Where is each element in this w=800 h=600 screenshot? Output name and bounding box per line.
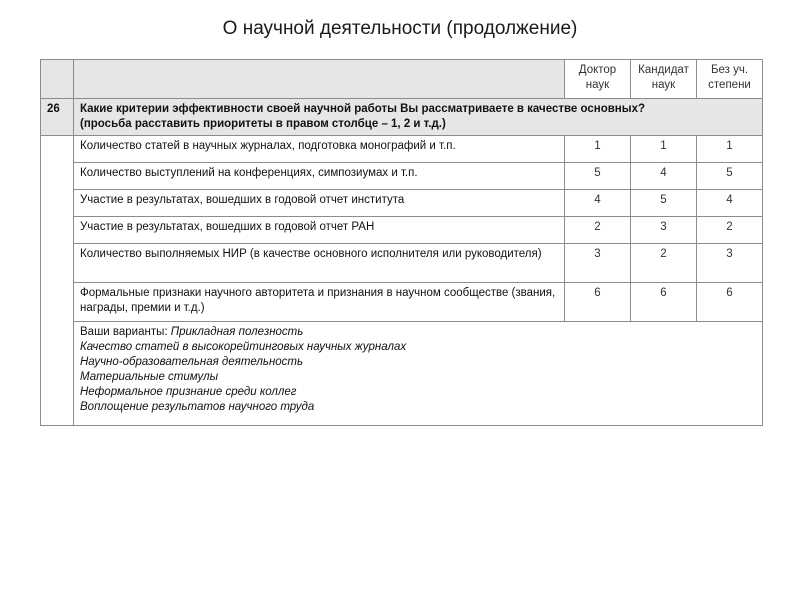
survey-table [40, 59, 763, 426]
header-blank-label [74, 60, 565, 99]
value-doctor: 3 [565, 244, 631, 283]
question-row [41, 99, 763, 136]
column-header-candidate [631, 60, 697, 99]
row-label: Количество выполняемых НИР (в качестве основного исполнителя или руководителя) [74, 244, 565, 283]
row-label: Формальные признаки научного авторитета и признания в научном сообществе (звания, награды, премии и т.д.) [74, 283, 565, 322]
column-header-line: Без уч. [710, 64, 749, 76]
question-text: Какие критерии эффективности своей научной работы Вы рассматриваете в качестве основных? [80, 103, 645, 115]
value-no-degree: 6 [697, 283, 763, 322]
page-title: О научной деятельности (продолжение) [222, 18, 578, 39]
table-row [41, 283, 763, 322]
variant-item: Неформальное признание среди коллег [80, 386, 297, 398]
variant-item: Материальные стимулы [80, 371, 219, 383]
column-header-line: наук [585, 79, 610, 91]
table-row [41, 190, 763, 217]
column-header-line: степени [708, 79, 751, 91]
variant-item: Качество статей в высокорейтинговых научных журналах [80, 341, 407, 353]
column-header-doctor [565, 60, 631, 99]
header-row [41, 60, 763, 99]
value-no-degree: 5 [697, 163, 763, 190]
row-label: Количество выступлений на конференциях, симпозиумах и т.п. [74, 163, 565, 190]
number-column-spacer [41, 136, 74, 426]
table-row [41, 244, 763, 283]
value-doctor: 4 [565, 190, 631, 217]
value-doctor: 6 [565, 283, 631, 322]
column-header-no-degree [697, 60, 763, 99]
variants-row [41, 322, 763, 426]
value-no-degree: 1 [697, 136, 763, 163]
row-label: Участие в результатах, вошедших в годовой отчет РАН [74, 217, 565, 244]
value-candidate: 3 [631, 217, 697, 244]
value-no-degree: 2 [697, 217, 763, 244]
row-label: Количество статей в научных журналах, подготовка монографий и т.п. [74, 136, 565, 163]
column-header-line: Доктор [578, 64, 617, 76]
variant-item: Научно-образовательная деятельность [80, 356, 304, 368]
variant-item: Воплощение результатов научного труда [80, 401, 315, 413]
value-candidate: 6 [631, 283, 697, 322]
table-row [41, 136, 763, 163]
value-doctor: 1 [565, 136, 631, 163]
value-no-degree: 3 [697, 244, 763, 283]
question-note: (просьба расставить приоритеты в правом столбце – 1, 2 и т.д.) [80, 118, 446, 130]
value-doctor: 5 [565, 163, 631, 190]
table-row [41, 217, 763, 244]
column-header-line: Кандидат [638, 64, 689, 76]
value-candidate: 4 [631, 163, 697, 190]
variants-cell [74, 322, 763, 426]
row-label: Участие в результатах, вошедших в годовой отчет института [74, 190, 565, 217]
column-header-line: наук [651, 79, 676, 91]
value-candidate: 2 [631, 244, 697, 283]
question-cell [74, 99, 763, 136]
variant-item: Прикладная полезность [170, 326, 304, 338]
header-blank-number [41, 60, 74, 99]
table-row [41, 163, 763, 190]
value-doctor: 2 [565, 217, 631, 244]
variants-lead: Ваши варианты: [80, 326, 171, 338]
value-no-degree: 4 [697, 190, 763, 217]
value-candidate: 1 [631, 136, 697, 163]
question-number: 26 [41, 99, 74, 136]
value-candidate: 5 [631, 190, 697, 217]
